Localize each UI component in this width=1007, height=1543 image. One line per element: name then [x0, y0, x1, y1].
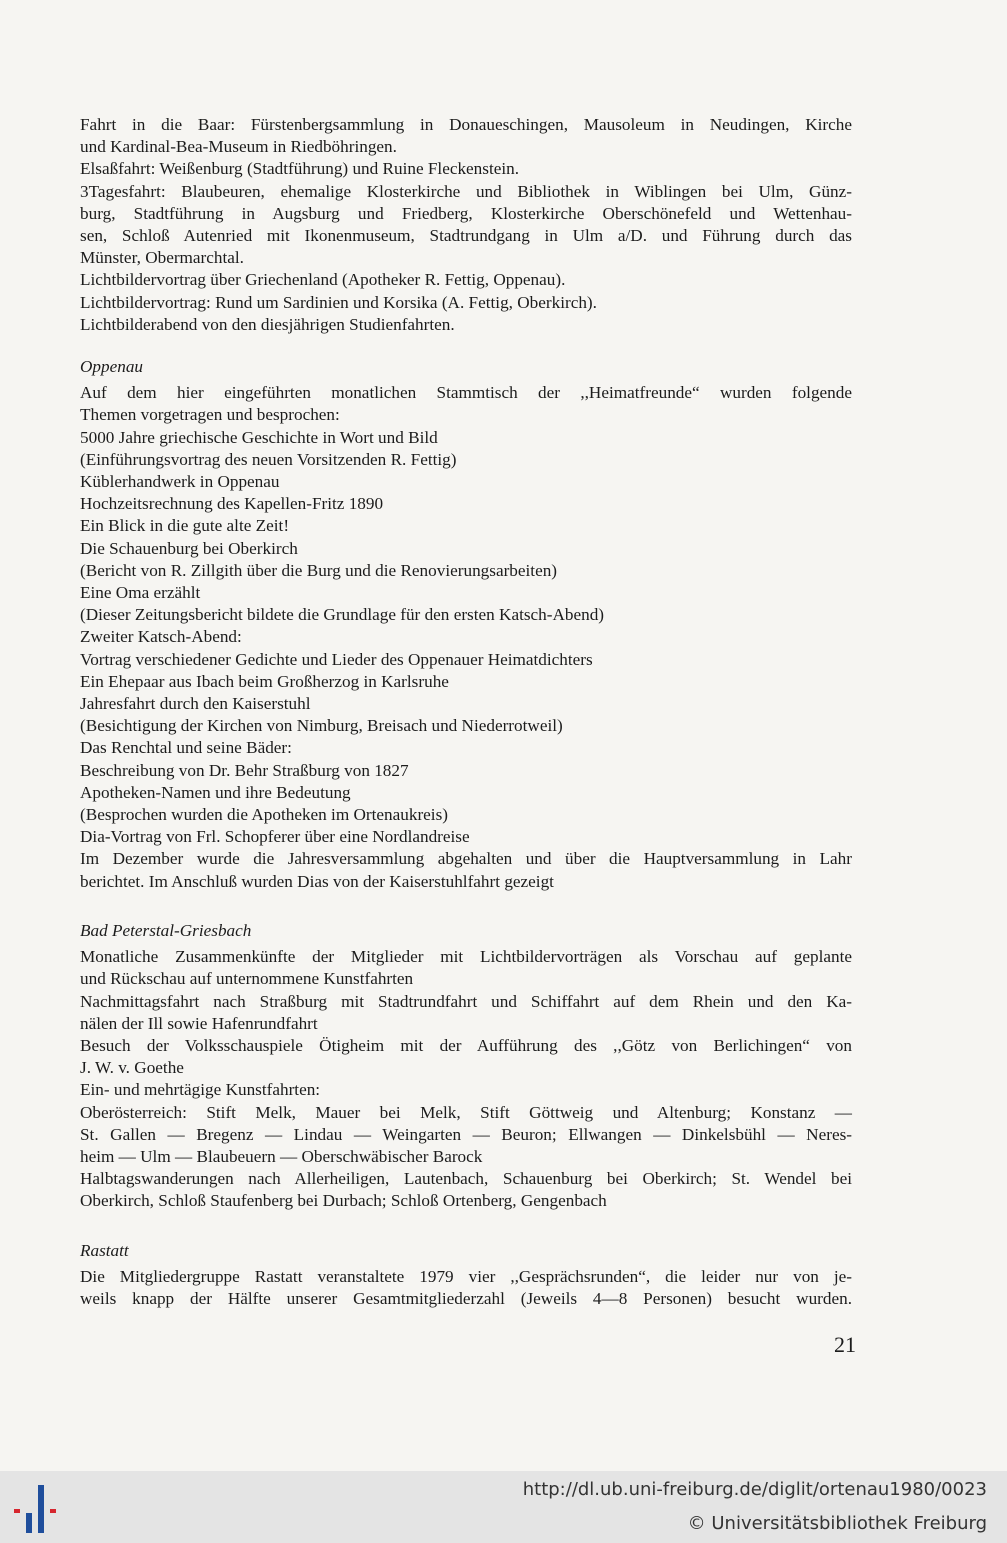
- text-line: Dia-Vortrag von Frl. Schopferer über eine Nordlandreise: [80, 827, 470, 847]
- copyright-notice: © Universitätsbibliothek Freiburg: [687, 1513, 987, 1534]
- text-line: Beschreibung von Dr. Behr Straßburg von 1827: [80, 760, 409, 780]
- section-baar: [80, 114, 852, 336]
- text-line: St. Gallen — Bregenz — Lindau — Weingarten — Beuron; Ellwangen — Dinkelsbühl — Neres-: [80, 1124, 852, 1144]
- page-number: 21: [834, 1332, 856, 1357]
- text-line: Nachmittagsfahrt nach Straßburg mit Stadtrundfahrt und Schiffahrt auf dem Rhein und den Ka-: [80, 991, 852, 1011]
- text-line: Vortrag verschiedener Gedichte und Lieder des Oppenauer Heimatdichters: [80, 649, 593, 669]
- text-line: Münster, Obermarchtal.: [80, 248, 244, 268]
- text-line: 3Tagesfahrt: Blaubeuren, ehemalige Klosterkirche und Bibliothek in Wiblingen bei Ulm, Günz-: [80, 181, 852, 201]
- text-line: (Besprochen wurden die Apotheken im Ortenaukreis): [80, 805, 448, 825]
- text-line: Halbtagswanderungen nach Allerheiligen, Lautenbach, Schauenburg bei Oberkirch; St. Wendel bei: [80, 1169, 852, 1189]
- text-line: Hochzeitsrechnung des Kapellen-Fritz 1890: [80, 494, 384, 514]
- text-line: J. W. v. Goethe: [80, 1058, 184, 1078]
- text-line: Lichtbildervortrag: Rund um Sardinien und Korsika (A. Fettig, Oberkirch).: [80, 292, 597, 312]
- text-line: Zweiter Katsch-Abend:: [80, 627, 242, 647]
- text-line: Küblerhandwerk in Oppenau: [80, 472, 280, 492]
- section-peterstal: [80, 920, 852, 1213]
- section-heading: Oppenau: [80, 357, 144, 376]
- text-line: Die Mitgliedergruppe Rastatt veranstaltete 1979 vier ,,Gesprächsrunden“, die leider nur von je-: [80, 1267, 852, 1287]
- text-line: berichtet. Im Anschluß wurden Dias von der Kaiserstuhlfahrt gezeigt: [80, 871, 554, 891]
- text-line: Ein Blick in die gute alte Zeit!: [80, 516, 290, 536]
- text-line: nälen der Ill sowie Hafenrundfahrt: [80, 1013, 318, 1033]
- text-line: heim — Ulm — Blaubeuern — Oberschwäbischer Barock: [80, 1147, 483, 1167]
- text-line: Das Renchtal und seine Bäder:: [80, 738, 292, 758]
- text-line: Jahresfahrt durch den Kaiserstuhl: [80, 694, 311, 714]
- text-line: (Besichtigung der Kirchen von Nimburg, Breisach und Niederrotweil): [80, 716, 563, 736]
- text-line: Ein Ehepaar aus Ibach beim Großherzog in Karlsruhe: [80, 671, 449, 691]
- text-line: Lichtbildervortrag über Griechenland (Apotheker R. Fettig, Oppenau).: [80, 270, 566, 290]
- document-url-link[interactable]: http://dl.ub.uni-freiburg.de/diglit/ortenau1980/0023: [522, 1479, 987, 1500]
- text-line: Lichtbilderabend von den diesjährigen Studienfahrten.: [80, 314, 455, 334]
- text-line: Fahrt in die Baar: Fürstenbergsammlung in Donaueschingen, Mausoleum in Neudingen, Kirche: [80, 115, 852, 134]
- text-line: Apotheken-Namen und ihre Bedeutung: [80, 782, 351, 802]
- section-heading: Bad Peterstal-Griesbach: [80, 921, 252, 940]
- text-line: Im Dezember wurde die Jahresversammlung abgehalten und über die Hauptversammlung in Lahr: [80, 849, 852, 869]
- text-line: Die Schauenburg bei Oberkirch: [80, 538, 298, 558]
- text-line: Oberkirch, Schloß Staufenberg bei Durbach; Schloß Ortenberg, Gengenbach: [80, 1191, 607, 1211]
- section-heading: Rastatt: [80, 1241, 129, 1260]
- text-line: Oberösterreich: Stift Melk, Mauer bei Melk, Stift Göttweig und Altenburg; Konstanz —: [80, 1102, 852, 1122]
- text-line: Auf dem hier eingeführten monatlichen Stammtisch der ,,Heimatfreunde“ wurden folgende: [80, 383, 852, 403]
- text-line: und Rückschau auf unternommene Kunstfahrten: [80, 969, 414, 989]
- text-line: burg, Stadtführung in Augsburg und Friedberg, Klosterkirche Oberschönefeld und Wettenhau-: [80, 203, 852, 223]
- text-line: Monatliche Zusammenkünfte der Mitglieder mit Lichtbildervorträgen als Vorschau auf geplante: [80, 947, 852, 967]
- text-line: (Dieser Zeitungsbericht bildete die Grundlage für den ersten Katsch-Abend): [80, 605, 605, 625]
- text-line: Elsaßfahrt: Weißenburg (Stadtführung) und Ruine Fleckenstein.: [80, 159, 520, 179]
- section-oppenau: [80, 356, 852, 893]
- text-line: (Einführungsvortrag des neuen Vorsitzenden R. Fettig): [80, 449, 457, 469]
- text-line: und Kardinal-Bea-Museum in Riedböhringen.: [80, 137, 397, 157]
- text-line: (Bericht von R. Zillgith über die Burg und die Renovierungsarbeiten): [80, 560, 558, 580]
- text-line: 5000 Jahre griechische Geschichte in Wort und Bild: [80, 427, 438, 447]
- text-line: sen, Schloß Autenried mit Ikonenmuseum, Stadtrundgang in Ulm a/D. und Führung durch das: [80, 226, 852, 246]
- text-line: Besuch der Volksschauspiele Ötigheim mit der Aufführung des ,,Götz von Berlichingen“ von: [80, 1036, 852, 1056]
- text-line: weils knapp der Hälfte unserer Gesamtmitgliederzahl (Jeweils 4—8 Personen) besucht wurden.: [80, 1289, 852, 1309]
- text-line: Eine Oma erzählt: [80, 583, 201, 603]
- library-footer: [0, 1471, 1007, 1543]
- ub-freiburg-logo-icon: [14, 1483, 64, 1535]
- text-line: Ein- und mehrtägige Kunstfahrten:: [80, 1080, 321, 1100]
- text-line: Themen vorgetragen und besprochen:: [80, 405, 340, 425]
- section-rastatt: [80, 1240, 852, 1311]
